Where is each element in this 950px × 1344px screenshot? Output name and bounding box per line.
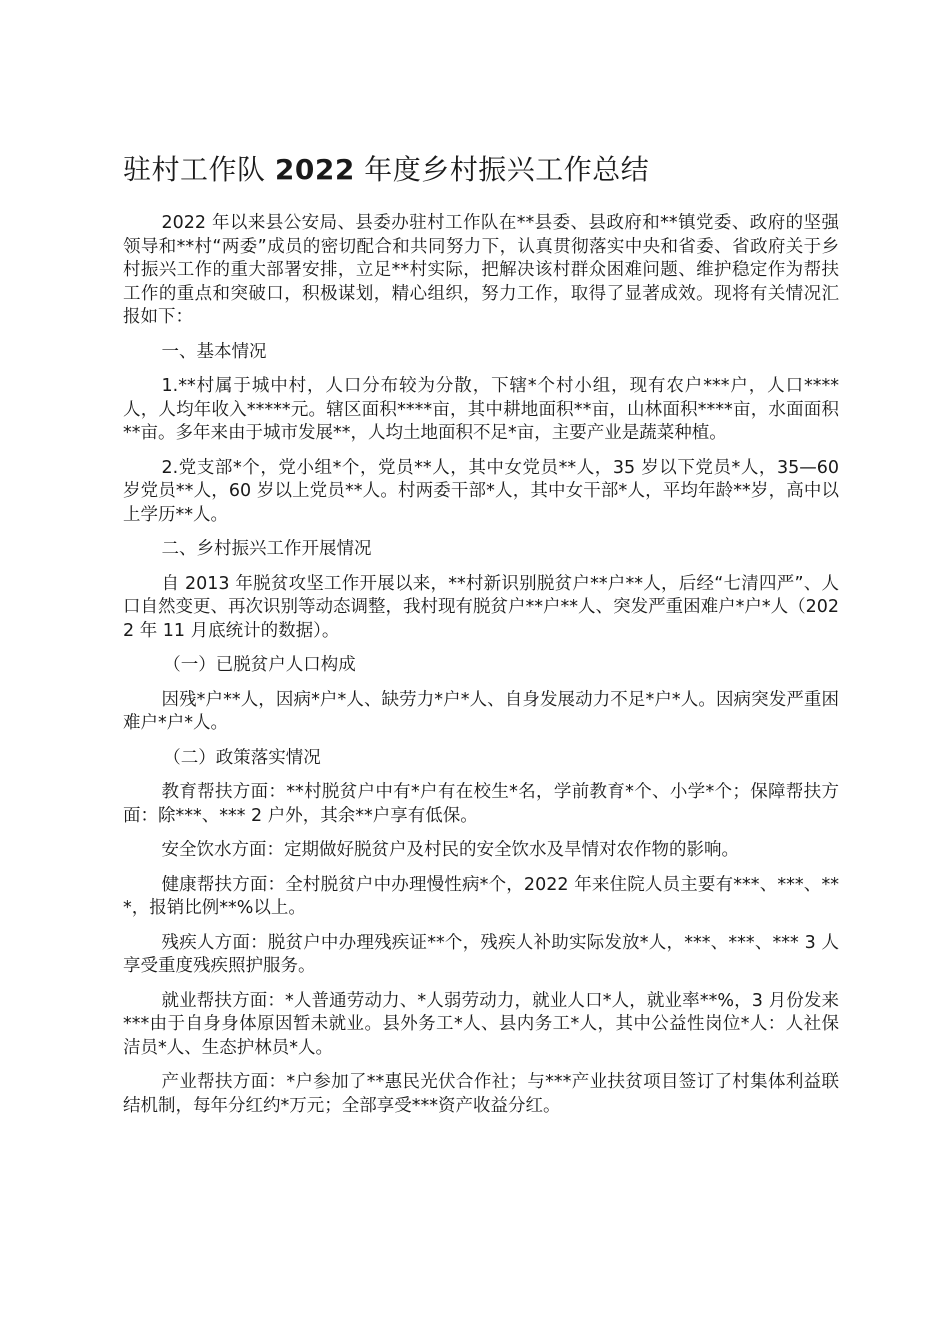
policy-disabled-paragraph: 残疾人方面：脱贫户中办理残疾证**个，残疾人补助实际发放*人，***、***、*** 3 人享受重度残疾照护服务。: [123, 932, 839, 976]
basic-paragraph-1: 1.**村属于城中村，人口分布较为分散，下辖*个村小组，现有农户***户，人口****人，人均年收入*****元。辖区面积****亩，其中耕地面积**亩，山林面积****亩，水面面积**亩。多年来由于城市发展**，人均土地面积不足*亩，主要产业是蔬菜种植。: [123, 376, 839, 443]
section-heading-work: 二、乡村振兴工作开展情况: [161, 539, 372, 559]
policy-water-paragraph: 安全饮水方面：定期做好脱贫户及村民的安全饮水及旱情对农作物的影响。: [161, 840, 739, 860]
basic-paragraph-2: 2.党支部*个，党小组*个，党员**人，其中女党员**人，35 岁以下党员*人，35—60 岁党员**人，60 岁以上党员**人。村两委干部*人，其中女干部*人，平均年龄**岁，高中以上学历**人。: [123, 457, 840, 525]
policy-health-paragraph: 健康帮扶方面：全村脱贫户中办理慢性病*个，2022 年来住院人员主要有***、***、***，报销比例**%以上。: [123, 874, 839, 918]
title-prefix: 驻村工作队: [123, 153, 275, 186]
intro-paragraph: 2022 年以来县公安局、县委办驻村工作队在**县委、县政府和**镇党委、政府的坚强领导和**村“两委”成员的密切配合和共同努力下，认真贯彻落实中央和省委、省政府关于乡村振兴工作的重大部署安排，立足**村实际，把解决该村群众困难问题、维护稳定作为帮扶工作的重点和突破口，积极谋划，精心组织，努力工作，取得了显著成效。现将有关情况汇报如下：: [123, 213, 839, 327]
policy-education-paragraph: 教育帮扶方面：**村脱贫户中有*户有在校生*名，学前教育*个、小学*个；保障帮扶方面：除***、*** 2 户外，其余**户享有低保。: [123, 782, 839, 826]
policy-industry-paragraph: 产业帮扶方面：*户参加了**惠民光伏合作社；与***产业扶贫项目签订了村集体利益联结机制，每年分红约*万元；全部享受***资产收益分红。: [123, 1072, 839, 1116]
section-heading-basic: 一、基本情况: [161, 341, 267, 362]
work-intro-paragraph: 自 2013 年脱贫攻坚工作开展以来，**村新识别脱贫户**户**人，后经“七清四严”、人口自然变更、再次识别等动态调整，我村现有脱贫户**户**人、突发严重困难户*户*人（2022 年 11 月底统计的数据）。: [123, 573, 839, 641]
document-page: [123, 150, 839, 1129]
subheading-policy: （二）政策落实情况: [163, 747, 321, 768]
subheading-composition: （一）已脱贫户人口构成: [163, 655, 356, 675]
title-suffix: 年度乡村振兴工作总结: [354, 153, 650, 186]
title-year: 2022: [274, 153, 355, 186]
document-title: [123, 150, 839, 190]
policy-employment-paragraph: 就业帮扶方面：*人普通劳动力、*人弱劳动力，就业人口*人，就业率**%，3 月份发来***由于自身身体原因暂未就业。县外务工*人、县内务工*人，其中公益性岗位*人：人社保洁员*人、生态护林员*人。: [123, 990, 839, 1058]
composition-paragraph: 因残*户**人，因病*户*人、缺劳力*户*人、自身发展动力不足*户*人。因病突发严重困难户*户*人。: [123, 689, 839, 733]
